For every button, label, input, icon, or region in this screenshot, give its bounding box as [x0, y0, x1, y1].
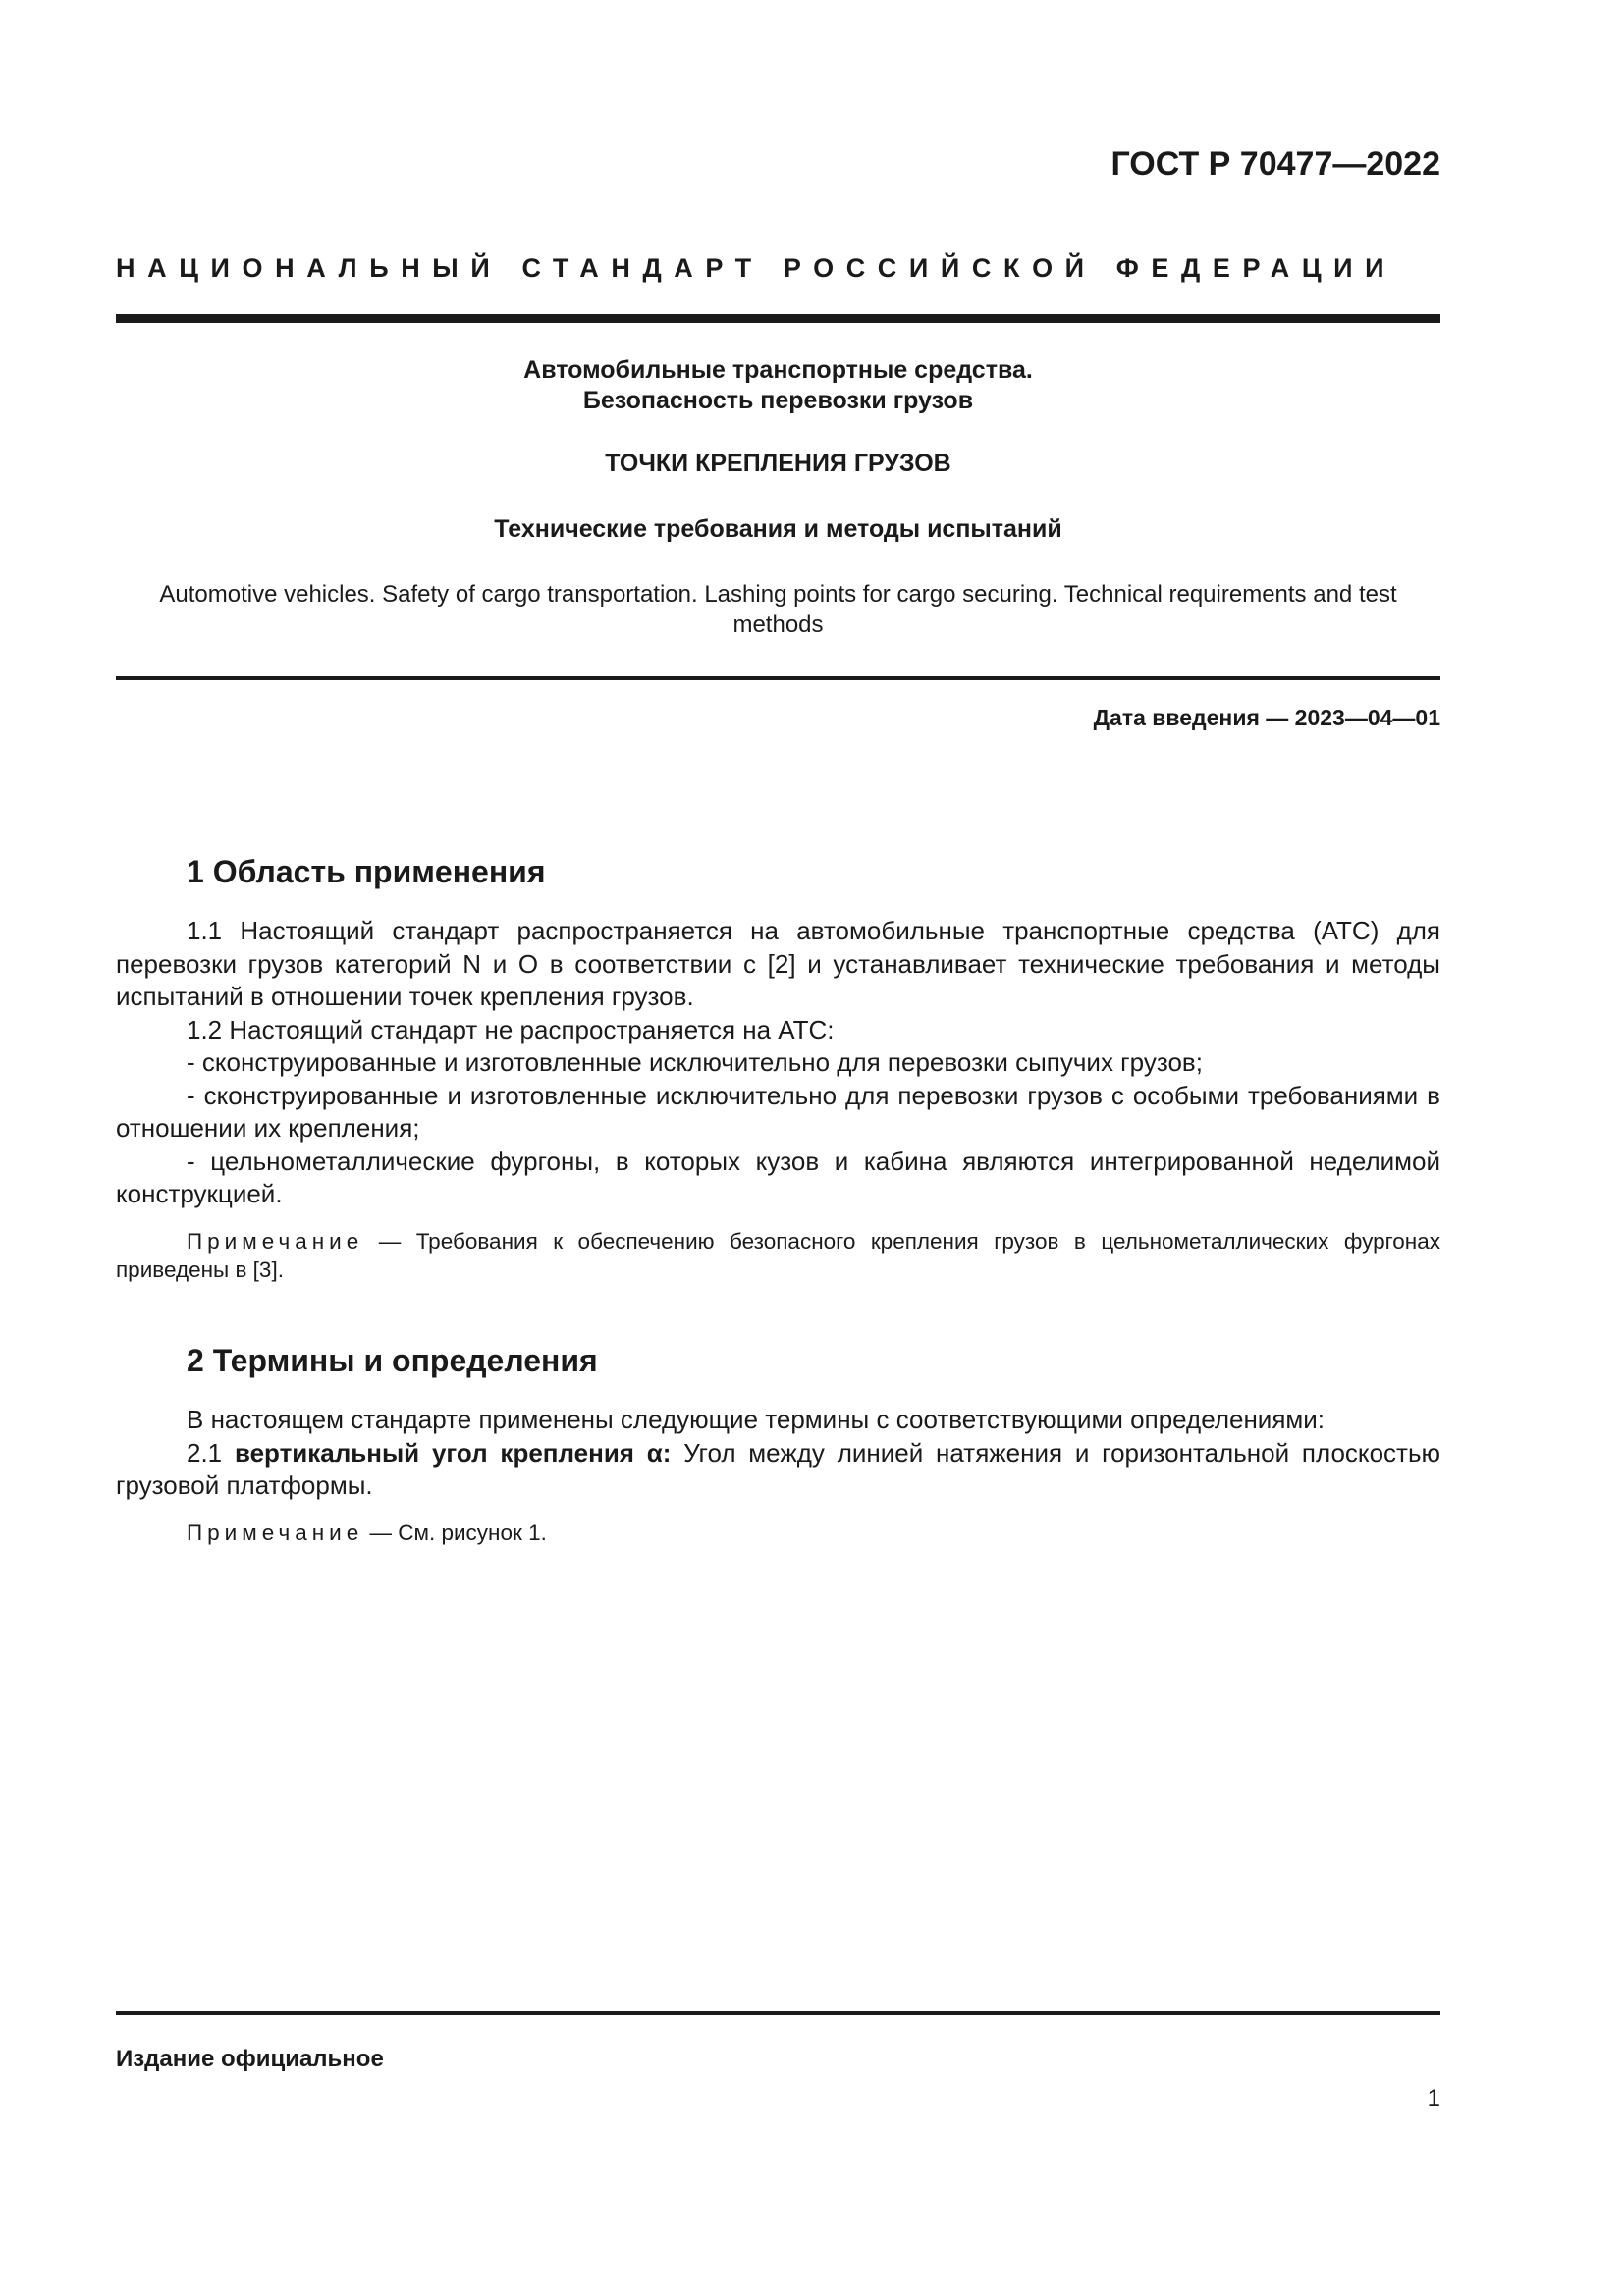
introduction-date: Дата введения — 2023—04—01 [1093, 705, 1440, 730]
list-item-1: - сконструированные и изготовленные исключительно для перевозки сыпучих грузов; [187, 1047, 1203, 1077]
list-item-2: - сконструированные и изготовленные исключительно для перевозки грузов с особыми требованиями в отношении их крепления; [116, 1080, 1440, 1143]
official-edition-label: Издание официальное [116, 2046, 384, 2072]
title-block [116, 355, 1440, 416]
term-name: вертикальный угол крепления α: [234, 1437, 672, 1468]
paragraph-1-2: 1.2 Настоящий стандарт не распространяется на АТС: [187, 1014, 835, 1044]
title-rule [116, 676, 1440, 680]
section-2-heading: 2 Термины и определения [187, 1343, 598, 1378]
national-standard-banner: НАЦИОНАЛЬНЫЙ СТАНДАРТ РОССИЙСКОЙ ФЕДЕРАЦИИ [116, 253, 1397, 283]
section-1-body [116, 915, 1440, 1211]
english-title: Automotive vehicles. Safety of cargo transportation. Lashing points for cargo securing. Technical requirements and test methods [159, 581, 1397, 638]
main-title: ТОЧКИ КРЕПЛЕНИЯ ГРУЗОВ [605, 450, 951, 477]
footer-rule [116, 2011, 1440, 2015]
title-line-1: Автомобильные транспортные средства. [523, 356, 1033, 384]
term-definition: Угол между линией натяжения и горизонтальной плоскостью грузовой платформы. [116, 1437, 1440, 1500]
note-text-2: — См. рисунок 1. [363, 1521, 547, 1545]
standard-number: ГОСТ Р 70477—2022 [1110, 145, 1440, 183]
subtitle: Технические требования и методы испытаний [494, 515, 1062, 543]
section-2-intro: В настоящем стандарте применены следующие термины с соответствующими определениями: [187, 1405, 1326, 1434]
note-label: Примечание [187, 1229, 364, 1254]
note-text: — Требования к обеспечению безопасного крепления грузов в цельнометаллических фургонах приведены в [3]. [116, 1229, 1440, 1282]
note-label-2: Примечание [187, 1521, 364, 1545]
section-2-body [116, 1404, 1440, 1503]
term-number: 2.1 [187, 1437, 235, 1468]
section-1-note [116, 1227, 1440, 1284]
header-rule [116, 314, 1440, 323]
list-item-3: - цельнометаллические фургоны, в которых кузов и кабина являются интегрированной неделимой конструкцией. [116, 1146, 1440, 1208]
section-2-note [116, 1519, 1440, 1547]
term-2-1 [116, 1437, 1440, 1503]
paragraph-1-1: 1.1 Настоящий стандарт распространяется на автомобильные транспортные средства (АТС) для перевозки грузов категорий N и O в соответствии с [2] и устанавливает технические требования и методы испытаний в отношении точек крепления грузов. [116, 916, 1440, 1011]
page-number: 1 [1427, 2085, 1440, 2111]
title-line-2: Безопасность перевозки грузов [582, 387, 974, 414]
section-1-heading: 1 Область применения [187, 854, 546, 889]
